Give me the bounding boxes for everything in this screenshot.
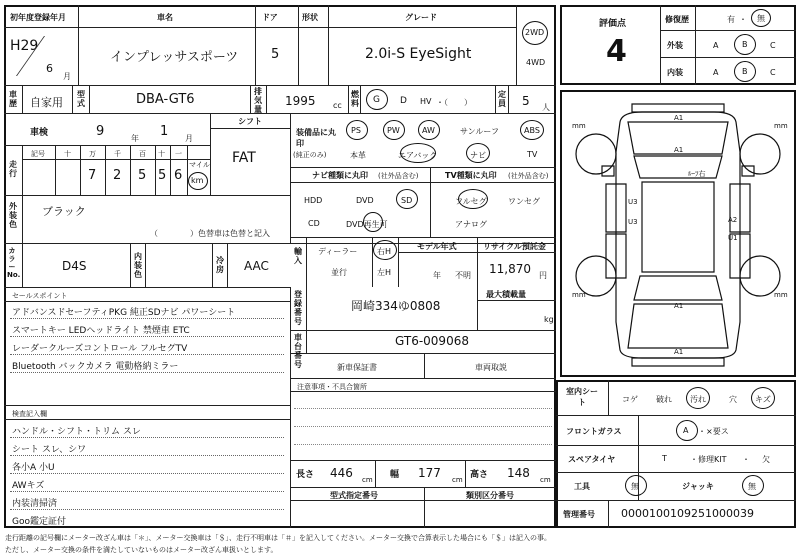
mileage-digit-label-0: 十 (64, 150, 71, 158)
inspection-line: 各小A 小U (12, 463, 55, 473)
mileage-symbol-label: 記号 (31, 150, 45, 158)
model-year-unknown: 不明 (455, 271, 471, 280)
fuel-hv: HV (420, 97, 432, 106)
seat-option: キズ (755, 395, 771, 404)
navi-sd: SD (401, 196, 413, 205)
mileage-digit-label-1: 万 (89, 150, 96, 158)
shaken-month-unit: 月 (185, 134, 193, 143)
ac-label: 冷房 (216, 256, 224, 274)
sales-points-label: セールスポイント (12, 292, 68, 300)
seat-option: 破れ (656, 395, 672, 404)
exterior-grade-a: A (713, 41, 719, 50)
tools-label: 工具 (574, 482, 590, 491)
mileage-digit-label-3: 百 (139, 150, 146, 158)
first-reg-month-unit: 月 (63, 72, 71, 81)
first-reg-month: 6 (46, 62, 53, 75)
inspection-line: AWキズ (12, 481, 45, 491)
color-value: ブラック (42, 205, 86, 218)
doc-manual: 車両取説 (475, 363, 507, 372)
import-parallel: 並行 (331, 268, 347, 277)
chassis-value: GT6-009068 (395, 334, 469, 348)
sales-point-line: レーダークルーズコントロール フルセグTV (12, 344, 188, 354)
interior-grade-a: A (713, 68, 719, 77)
exterior-label: 外装 (667, 41, 683, 50)
car-name-label: 車名 (157, 13, 173, 22)
length-label: 長さ (296, 470, 315, 480)
import-dealer: ディーラー (318, 247, 358, 256)
damage-mark: U3 (628, 218, 638, 226)
mileage-digit-1: 2 (113, 168, 122, 183)
mileage-label: 走行 (9, 160, 17, 178)
usage-label: 車歴 (9, 90, 17, 108)
shaken-year-unit: 年 (131, 134, 139, 143)
height-value: 148 (507, 466, 530, 480)
first-reg-era: H29 (10, 38, 39, 54)
max-load-label: 最大積載量 (486, 290, 526, 299)
height-unit: cm (540, 476, 551, 484)
model-year-unit: 年 (433, 271, 441, 280)
fuel-label: 燃料 (351, 90, 359, 108)
footer-note-2: ただし、メーター交換の条件を満たしていないものはメーター改ざん車扱いとします。 (5, 546, 278, 554)
door-label: ドア (262, 13, 278, 22)
sales-point-line: スマートキー LEDヘッドライト 禁煙車 ETC (12, 326, 190, 336)
grade-label: グレード (405, 13, 437, 22)
exterior-grade-c: C (770, 41, 776, 50)
navi-dvd: DVD (356, 196, 374, 205)
type-designation-label: 型式指定番号 (330, 491, 378, 500)
color-note: （ ）色替車は色替と記入 (150, 229, 270, 238)
shift-value: FAT (232, 150, 256, 166)
repair-yes: 有 (727, 15, 735, 24)
model-value: DBA-GT6 (136, 92, 195, 107)
handle-left: 左H (377, 268, 392, 277)
first-reg-label: 初年度登録年月 (10, 13, 66, 22)
length-unit: cm (362, 476, 373, 484)
width-unit: cm (452, 476, 463, 484)
score-label: 評価点 (599, 19, 627, 29)
mileage-digit-label-5: 一 (175, 150, 182, 158)
class-number-label: 類別区分番号 (466, 491, 514, 500)
windshield-option: A (683, 426, 689, 435)
mileage-unit-label: マイル (189, 161, 210, 169)
spare-tire-option: 欠 (762, 455, 770, 464)
length-value: 446 (330, 466, 353, 480)
repair-label: 修復歴 (665, 15, 689, 24)
interior-label: 内装 (667, 68, 683, 77)
spare-tire-option: ・修理KIT (690, 455, 727, 464)
shaken-year: 9 (96, 124, 105, 139)
drive-4wd: 4WD (526, 58, 546, 67)
mileage-digit-0: 7 (88, 168, 97, 183)
interior-grade-c: C (770, 68, 776, 77)
color-code-label: カラーNo. (7, 247, 21, 279)
navi-dvd-play: DVD再生可 (346, 220, 388, 229)
model-label: 型式 (77, 90, 85, 108)
tire-mm-fl: mm (572, 122, 586, 130)
handle-right: 右H (377, 247, 392, 256)
tv-analog: アナログ (455, 220, 487, 229)
car-name-value: インプレッサスポーツ (110, 50, 239, 65)
grade-value: 2.0i-S EyeSight (365, 46, 472, 62)
management-label: 管理番号 (563, 510, 595, 519)
damage-mark: A1 (674, 302, 684, 310)
spare-tire-option: ・ (742, 455, 750, 464)
capacity-unit: 人 (542, 103, 550, 112)
equip-aw: AW (422, 126, 435, 135)
jack-value: 無 (748, 482, 756, 491)
damage-mark: U1 (728, 234, 738, 242)
equip-ps: PS (351, 126, 361, 135)
registration-label: 登録番号 (294, 290, 302, 326)
equip-airbag: エアバック (398, 151, 438, 160)
inspection-line: Goo鑑定証付 (12, 517, 66, 527)
width-label: 幅 (390, 470, 400, 480)
height-label: 高さ (470, 470, 489, 480)
mileage-digit-label-4: 十 (158, 150, 165, 158)
main-sheet-frame (4, 5, 556, 528)
mileage-unit: km (191, 176, 204, 185)
equip-pw: PW (387, 126, 400, 135)
equip-abs: ABS (524, 126, 540, 135)
capacity-label: 定員 (498, 90, 506, 108)
notes-label: 注意事項・不具合箇所 (297, 383, 367, 391)
color-code-value: D4S (62, 259, 87, 273)
damage-mark: A1 (674, 114, 684, 122)
ac-value: AAC (244, 259, 269, 273)
displacement-value: 1995 (285, 94, 316, 108)
spare-tire-label: スペアタイヤ (568, 455, 616, 464)
footer-note-1: 走行距離の記号欄にメーター改ざん車は「＊」、メーター交換車は「＄」、走行不明車は「＃」を記入してください。メーター交換で合算表示した場合にも「＄」は記入の事。 (5, 534, 551, 542)
shaken-month: 1 (160, 124, 169, 139)
chassis-label: 車台番号 (294, 333, 302, 369)
equipment-label: 装備品に丸印 (296, 128, 336, 148)
registration-value: 岡崎334ゆ0808 (351, 299, 441, 313)
seat-option: コゲ (622, 395, 638, 404)
repair-none: 無 (757, 14, 765, 23)
score-value: 4 (606, 34, 627, 69)
jack-label: ジャッキ (682, 482, 714, 491)
management-value: 0000100109251000039 (621, 507, 754, 520)
mileage-digit-3: 5 (158, 168, 167, 183)
width-value: 177 (418, 466, 441, 480)
seat-option: 穴 (729, 395, 737, 404)
equip-sunroof: サンルーフ (460, 127, 499, 136)
interior-seat-label: 室内シート (566, 387, 598, 407)
car-body-diagram (562, 92, 794, 375)
tools-value: 無 (631, 482, 639, 491)
damage-mark: ﾙｰﾌ右 (688, 170, 706, 178)
navi-hdd: HDD (304, 196, 323, 205)
sales-point-line: Bluetooth バックカメラ 電動格納ミラー (12, 362, 179, 372)
inspection-label: 検査記入欄 (12, 410, 47, 418)
equip-tv: TV (527, 150, 538, 159)
tire-mm-rr: mm (774, 291, 788, 299)
navi-label: ナビ種類に丸印 (312, 171, 368, 180)
equip-leather: 本革 (350, 151, 366, 160)
recycle-unit: 円 (539, 271, 547, 280)
fuel-d: D (400, 96, 407, 106)
shaken-label: 車検 (30, 128, 49, 138)
recycle-value: 11,870 (489, 262, 531, 276)
color-label: 外装色 (9, 202, 17, 229)
mileage-digit-label-2: 千 (114, 150, 121, 158)
mileage-digit-4: 6 (174, 168, 183, 183)
drive-2wd: 2WD (525, 28, 545, 37)
fuel-g: G (373, 95, 380, 105)
sales-point-line: アドバンスドセーフティPKG 純正SDナビ パワーシート (12, 308, 236, 318)
inspection-line: シート スレ、シワ (12, 445, 87, 455)
tv-oneseg: ワンセグ (508, 197, 540, 206)
displacement-unit: cc (333, 101, 342, 110)
tv-label: TV種類に丸印 (445, 171, 497, 180)
tire-mm-rl: mm (572, 291, 586, 299)
fuel-other: ・（ ） (436, 98, 472, 107)
inspection-line: ハンドル・シフト・トリム スレ (12, 427, 141, 437)
seat-option: 汚れ (690, 395, 706, 404)
recycle-label: リサイクル預託金 (483, 242, 546, 251)
shift-label: シフト (238, 117, 262, 126)
mileage-digit-2: 5 (138, 168, 147, 183)
interior-grade-b: B (742, 67, 748, 76)
damage-mark: U3 (628, 198, 638, 206)
exterior-grade-b: B (742, 40, 748, 49)
doc-warranty: 新車保証書 (337, 363, 377, 372)
usage-value: 自家用 (30, 96, 63, 109)
equip-navi: ナビ (470, 151, 486, 160)
repair-dot: ・ (739, 15, 747, 24)
interior-color-label: 内装色 (134, 252, 142, 279)
tire-mm-fr: mm (774, 122, 788, 130)
displacement-label: 排気量 (254, 87, 262, 114)
doors-value: 5 (271, 47, 280, 62)
windshield-option: ・×要ス (698, 427, 729, 436)
navi-sublabel: (社外品含む) (378, 172, 419, 180)
damage-mark: A2 (728, 216, 738, 224)
spare-tire-option: T (662, 454, 667, 463)
tv-fullseg: フルセグ (455, 197, 487, 206)
equipment-sublabel: (純正のみ) (293, 151, 327, 159)
damage-mark: A1 (674, 348, 684, 356)
model-year-label: モデル年式 (417, 242, 457, 251)
navi-cd: CD (308, 219, 320, 228)
windshield-label: フロントガラス (566, 427, 622, 436)
tv-sublabel: (社外品含む) (508, 172, 549, 180)
import-label: 輸入 (294, 247, 302, 265)
inspection-line: 内装清掃済 (12, 499, 58, 509)
capacity-value: 5 (522, 94, 530, 108)
shape-label: 形状 (302, 13, 318, 22)
max-load-unit: kg (544, 315, 554, 324)
damage-mark: A1 (674, 146, 684, 154)
